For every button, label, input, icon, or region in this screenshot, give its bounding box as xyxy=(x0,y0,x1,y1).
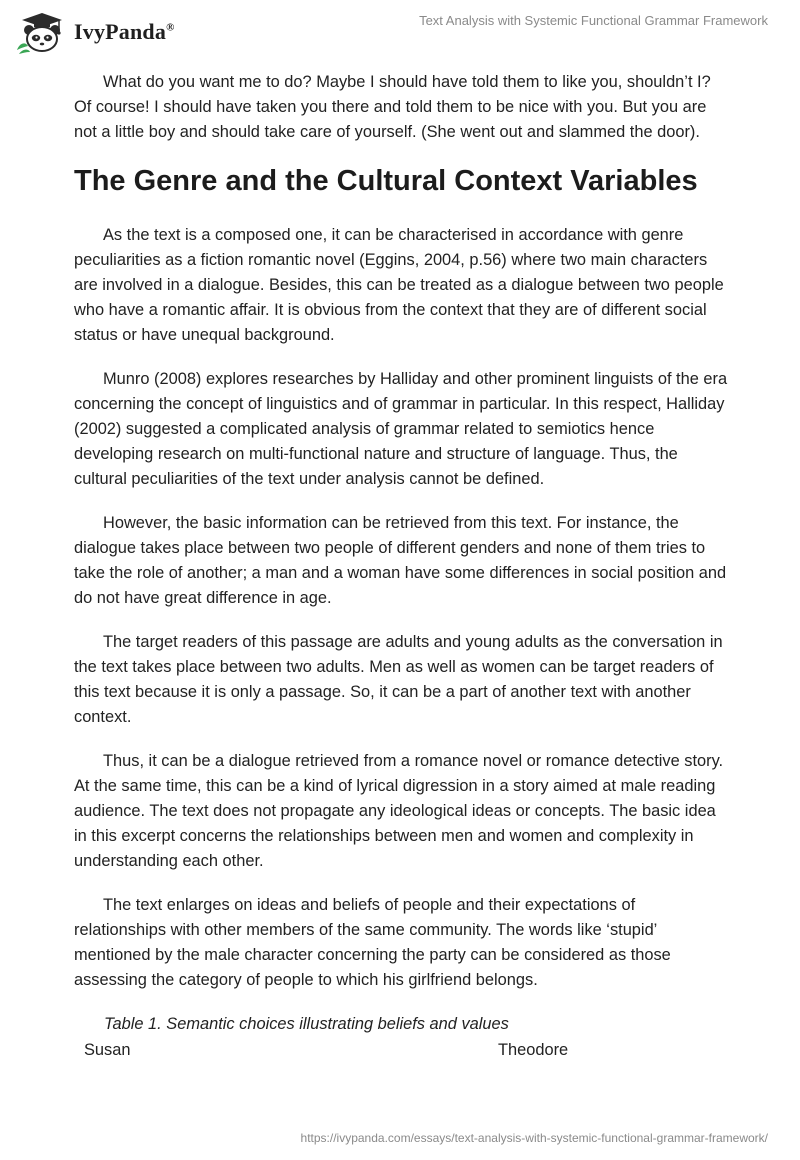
semantic-choices-table xyxy=(84,1038,568,1062)
paragraph: The target readers of this passage are adults and young adults as the conversation in the text takes place between two adults. Men as well as women can be target readers of this text because it is only a passage. So, it can be a part of another text with another context. xyxy=(74,633,723,726)
paragraph: Munro (2008) explores researches by Halliday and other prominent linguists of the era concerning the concept of linguistics and of grammar in particular. In this respect, Halliday (2002) suggested a complicated analysis of grammar related to semiotics hence developing research on multi-functional nature and structure of language. Thus, the cultural peculiarities of the text under analysis cannot be defined. xyxy=(74,370,728,488)
page-header xyxy=(0,0,800,60)
table-header-row xyxy=(84,1038,568,1062)
paragraph: Thus, it can be a dialogue retrieved from a romance novel or romance detective story. At the same time, this can be a kind of lyrical digression in a story aimed at male reading audience. The text does not propagate any ideological ideas or concepts. The basic idea in this excerpt concerns the relationships between men and women and complexity in understanding each other. xyxy=(74,752,724,870)
paragraph: The text enlarges on ideas and beliefs of people and their expectations of relationships with other members of the same community. The words like ‘stupid’ mentioned by the male character concerning the party can be considered as those assessing the category of people to which his girlfriend belongs. xyxy=(74,896,671,989)
source-url[interactable]: https://ivypanda.com/essays/text-analysis-with-systemic-functional-grammar-framework/ xyxy=(300,1131,768,1145)
paragraph: As the text is a composed one, it can be characterised in accordance with genre peculiarities as a fiction romantic novel (Eggins, 2004, p.56) where two main characters are involved in a dialogue. Besides, this can be treated as a dialogue between two people who have a romantic affair. It is obvious from the context that they are of different social status or have unequal background. xyxy=(74,226,724,344)
intro-paragraph: What do you want me to do? Maybe I should have told them to like you, shouldn’t I? Of course! I should have taken you there and told them to be nice with you. But you are not a little boy and should take care of yourself. (She went out and slammed the door). xyxy=(74,73,711,141)
document-title: Text Analysis with Systemic Functional Grammar Framework xyxy=(419,13,768,28)
essay-body xyxy=(74,70,730,1053)
table-header-theodore: Theodore xyxy=(498,1041,569,1059)
brand-name: IvyPanda® xyxy=(74,19,175,44)
paragraph: However, the basic information can be retrieved from this text. For instance, the dialogue takes place between two people of different genders and none of them tries to take the role of another; a man and a woman have some differences in social position and do not have great difference in age. xyxy=(74,514,727,607)
section-heading: The Genre and the Cultural Context Variables xyxy=(74,165,698,197)
panda-logo-icon xyxy=(14,10,70,54)
table-caption: Table 1. Semantic choices illustrating beliefs and values xyxy=(104,1015,509,1033)
table-header-susan: Susan xyxy=(84,1041,131,1059)
brand-logo[interactable] xyxy=(14,10,175,54)
registered-mark: ® xyxy=(166,21,175,34)
